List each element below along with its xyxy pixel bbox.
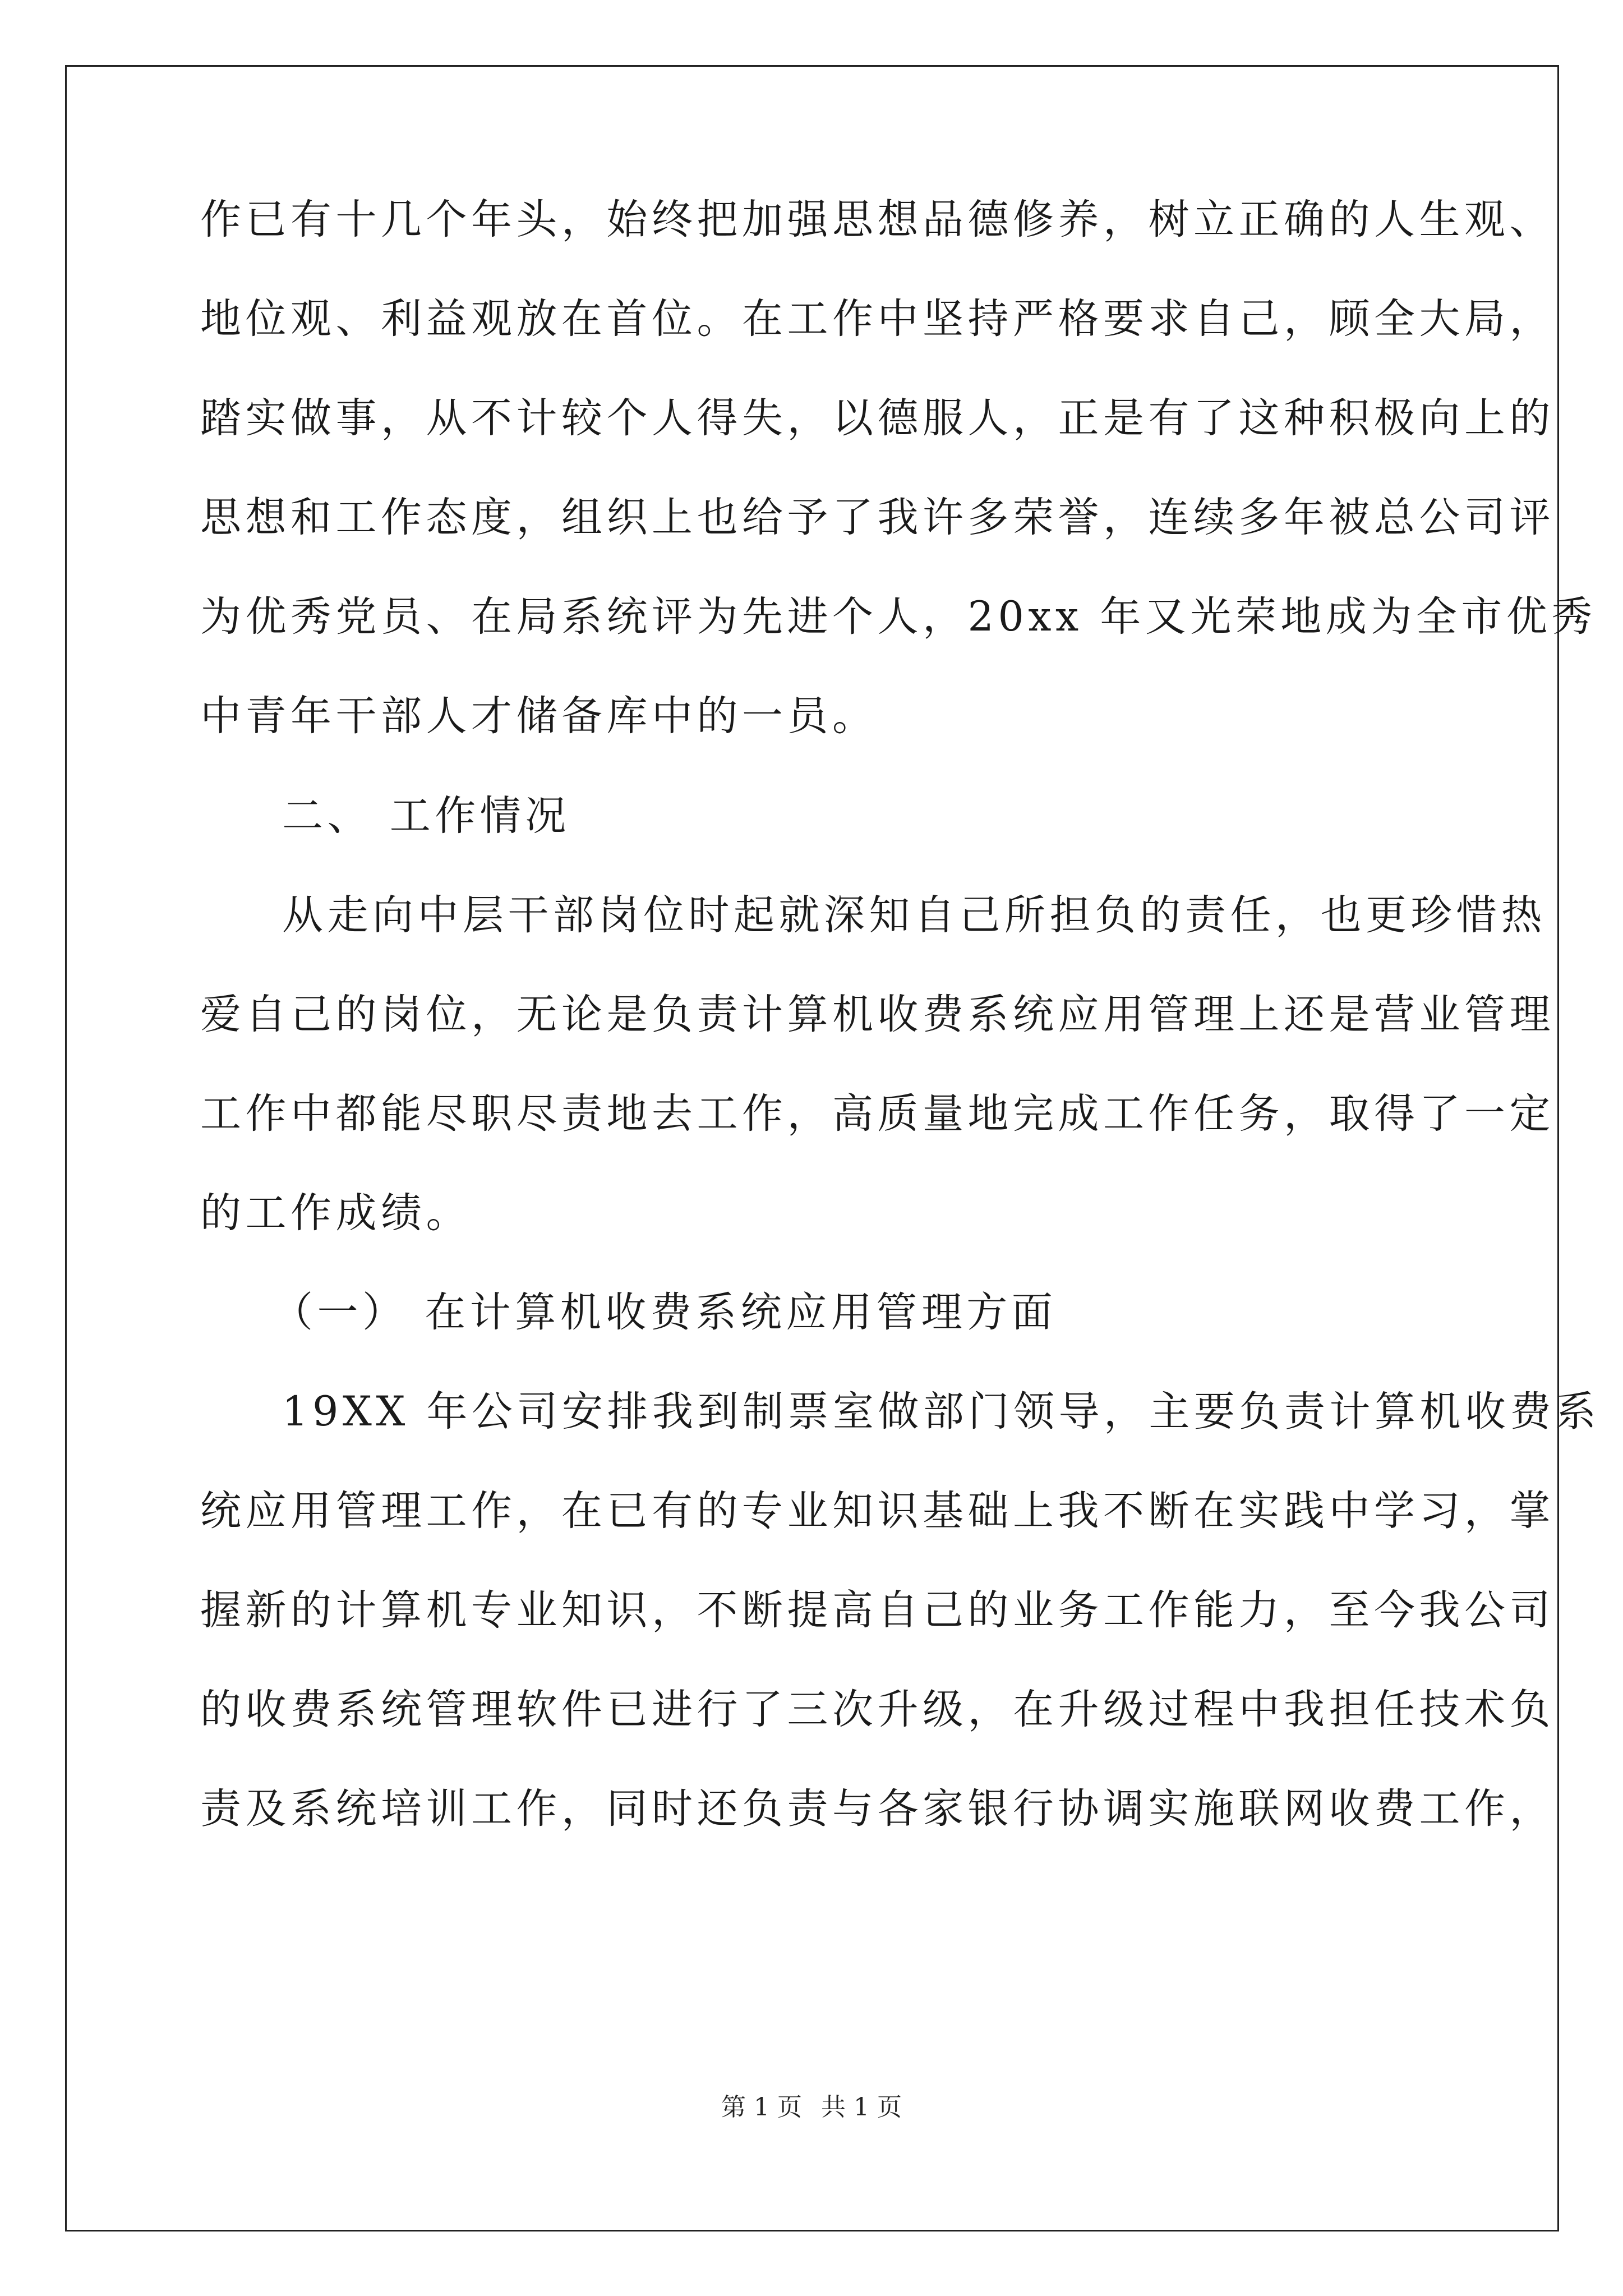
body-line-16: 的收费系统管理软件已进行了三次升级，在升级过程中我担任技术负 (200, 1686, 1555, 1733)
body-line-5: 为优秀党员、在局系统评为先进个人，20xx 年又光荣地成为全市优秀 (200, 593, 1597, 641)
section-heading-2: 二、 工作情况 (282, 792, 570, 840)
body-line-17: 责及系统培训工作，同时还负责与各家银行协调实施联网收费工作， (200, 1785, 1555, 1833)
body-line-2: 地位观、利益观放在首位。在工作中坚持严格要求自己，顾全大局， (200, 295, 1555, 343)
subsection-heading-1: （一） 在计算机收费系统应用管理方面 (272, 1289, 1057, 1336)
body-line-10: 工作中都能尽职尽责地去工作，高质量地完成工作任务，取得了一定 (200, 1090, 1555, 1138)
body-line-6: 中青年干部人才储备库中的一员。 (200, 692, 878, 740)
body-line-9: 爱自己的岗位，无论是负责计算机收费系统应用管理上还是营业管理 (200, 991, 1555, 1038)
body-line-4: 思想和工作态度，组织上也给予了我许多荣誉，连续多年被总公司评 (200, 494, 1555, 541)
body-line-3: 踏实做事，从不计较个人得失，以德服人，正是有了这种积极向上的 (200, 394, 1555, 442)
body-line-1: 作已有十几个年头，始终把加强思想品德修养，树立正确的人生观、 (200, 196, 1555, 243)
page-footer (0, 2091, 1623, 2124)
body-line-11: 的工作成绩。 (200, 1189, 471, 1237)
body-line-13: 19XX 年公司安排我到制票室做部门领导，主要负责计算机收费系 (282, 1388, 1601, 1435)
body-line-15: 握新的计算机专业知识，不断提高自己的业务工作能力，至今我公司 (200, 1586, 1555, 1634)
body-line-8: 从走向中层干部岗位时起就深知自己所担负的责任，也更珍惜热 (282, 891, 1546, 939)
body-line-14: 统应用管理工作，在已有的专业知识基础上我不断在实践中学习，掌 (200, 1487, 1555, 1535)
page-number: 第 1 页 (721, 2093, 802, 2122)
page-total: 共 1 页 (821, 2093, 902, 2122)
